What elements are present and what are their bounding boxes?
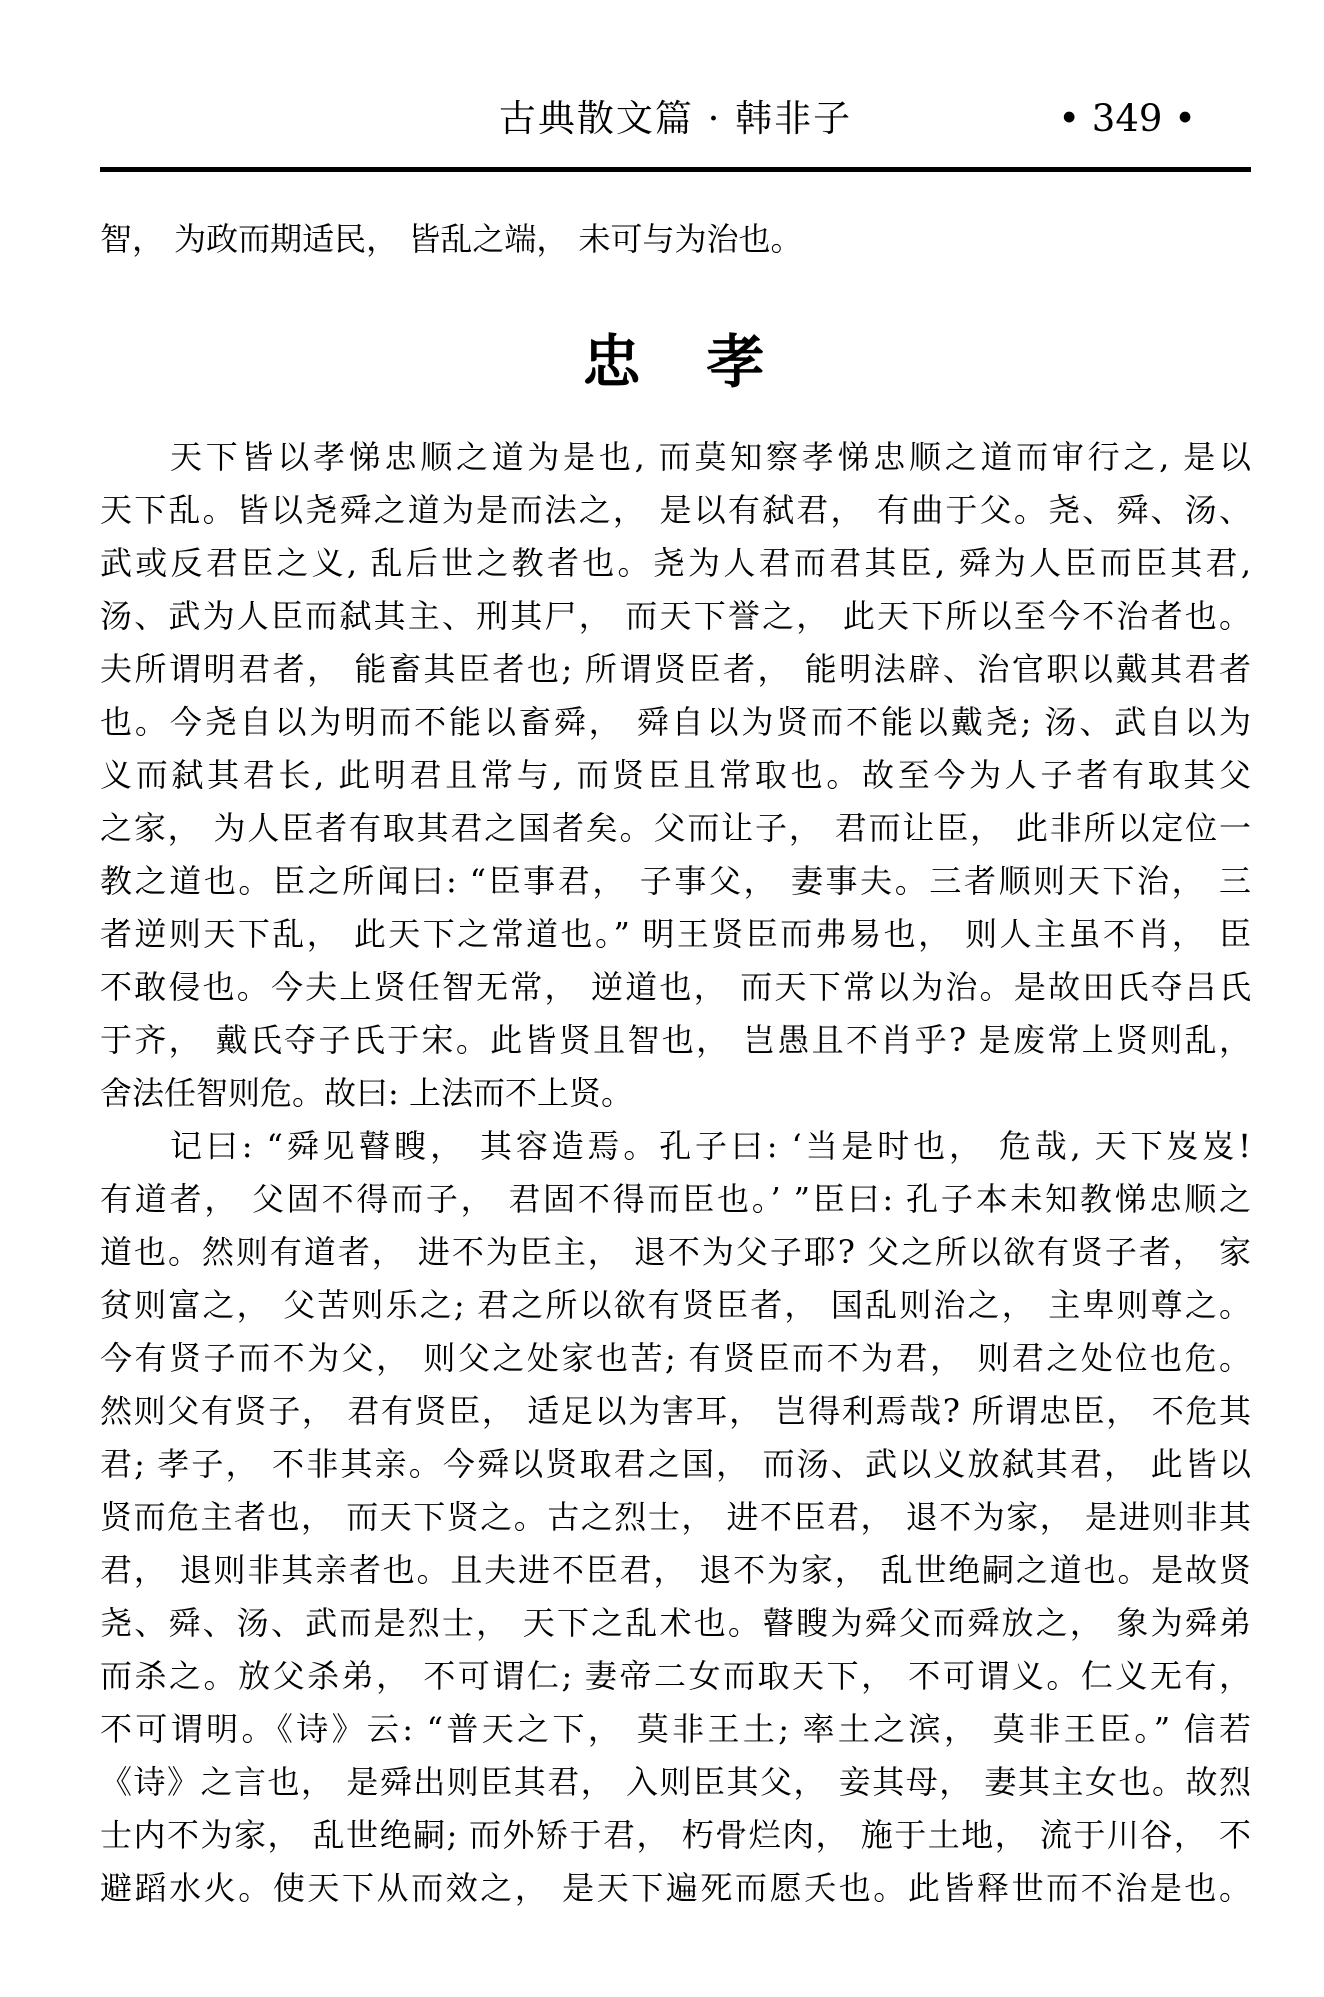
text-line: 贤而危主者也， 而天下贤之。古之烈士， 进不臣君， 退不为家， 是进则非其 xyxy=(100,1498,1251,1536)
text-line: 义而弑其君长, 此明君且常与, 而贤臣且常取也。故至今为人子者有取其父 xyxy=(100,756,1251,794)
text-line: 天下皆以孝悌忠顺之道为是也, 而莫知察孝悌忠顺之道而审行之, 是以 xyxy=(170,438,1251,476)
text-line: 君， 退则非其亲者也。且夫进不臣君， 退不为家， 乱世绝嗣之道也。是故贤 xyxy=(100,1551,1251,1589)
text-line: 也。今尧自以为明而不能以畜舜， 舜自以为贤而不能以戴尧; 汤、武自以为 xyxy=(100,703,1251,741)
text-line: 舍法任智则危。故曰: 上法而不上贤。 xyxy=(100,1074,633,1112)
continuation-line: 智， 为政而期适民， 皆乱之端， 未可与为治也。 xyxy=(100,220,803,258)
text-line: 士内不为家， 乱世绝嗣; 而外矫于君， 朽骨烂肉， 施于土地， 流于川谷， 不 xyxy=(100,1816,1251,1854)
text-line: 于齐， 戴氏夺子氏于宋。此皆贤且智也， 岂愚且不肖乎? 是废常上贤则乱， xyxy=(100,1021,1251,1059)
text-line: 贫则富之， 父苦则乐之; 君之所以欲有贤臣者， 国乱则治之， 主卑则尊之。 xyxy=(100,1286,1251,1324)
text-line: 尧、舜、汤、武而是烈士， 天下之乱术也。瞽瞍为舜父而舜放之， 象为舜弟 xyxy=(100,1604,1251,1642)
text-line: 天下乱。皆以尧舜之道为是而法之， 是以有弑君， 有曲于父。尧、舜、汤、 xyxy=(100,491,1251,529)
body-text xyxy=(100,431,1251,1915)
text-line: 记曰: “舜见瞽瞍， 其容造焉。孔子曰: ‘当是时也， 危哉, 天下岌岌! xyxy=(170,1127,1251,1165)
text-line: 汤、武为人臣而弑其主、刑其尸， 而天下誉之， 此天下所以至今不治者也。 xyxy=(100,597,1251,635)
text-line: 有道者， 父固不得而子， 君固不得而臣也。’ ”臣曰: 孔子本未知教悌忠顺之 xyxy=(100,1180,1251,1218)
text-line: 今有贤子而不为父， 则父之处家也苦; 有贤臣而不为君， 则君之处位也危。 xyxy=(100,1339,1251,1377)
page-number: • 349 • xyxy=(1058,97,1196,140)
text-line: 而杀之。放父杀弟， 不可谓仁; 妻帝二女而取天下， 不可谓义。仁义无有， xyxy=(100,1657,1251,1695)
text-line: 君; 孝子， 不非其亲。今舜以贤取君之国， 而汤、武以义放弑其君， 此皆以 xyxy=(100,1445,1251,1483)
text-line: 《诗》之言也， 是舜出则臣其君， 入则臣其父， 妾其母， 妻其主女也。故烈 xyxy=(100,1763,1251,1801)
text-line: 之家， 为人臣者有取其君之国者矣。父而让子， 君而让臣， 此非所以定位一 xyxy=(100,809,1251,847)
text-line: 避蹈水火。使天下从而效之， 是天下遍死而愿夭也。此皆释世而不治是也。 xyxy=(100,1869,1251,1907)
text-line: 者逆则天下乱， 此天下之常道也。” 明王贤臣而弗易也， 则人主虽不肖， 臣 xyxy=(100,915,1251,953)
text-line: 不敢侵也。今夫上贤任智无常， 逆道也， 而天下常以为治。是故田氏夺吕氏 xyxy=(100,968,1251,1006)
text-line: 然则父有贤子， 君有贤臣， 适足以为害耳， 岂得利焉哉? 所谓忠臣， 不危其 xyxy=(100,1392,1251,1430)
text-line: 不可谓明。《诗》云: “普天之下， 莫非王土; 率土之滨， 莫非王臣。” 信若 xyxy=(100,1710,1251,1748)
text-line: 夫所谓明君者， 能畜其臣者也; 所谓贤臣者， 能明法辟、治官职以戴其君者 xyxy=(100,650,1251,688)
text-line: 武或反君臣之义, 乱后世之教者也。尧为人君而君其臣, 舜为人臣而臣其君, xyxy=(100,544,1251,582)
text-line: 道也。然则有道者， 进不为臣主， 退不为父子耶? 父之所以欲有贤子者， 家 xyxy=(100,1233,1251,1271)
page-header xyxy=(100,98,1251,140)
text-line: 教之道也。臣之所闻曰: “臣事君， 子事父， 妻事夫。三者顺则天下治， 三 xyxy=(100,862,1251,900)
chapter-title: 忠 孝 xyxy=(582,328,769,396)
header-rule xyxy=(100,167,1251,172)
running-head-title: 古典散文篇 · 韩非子 xyxy=(498,97,853,140)
